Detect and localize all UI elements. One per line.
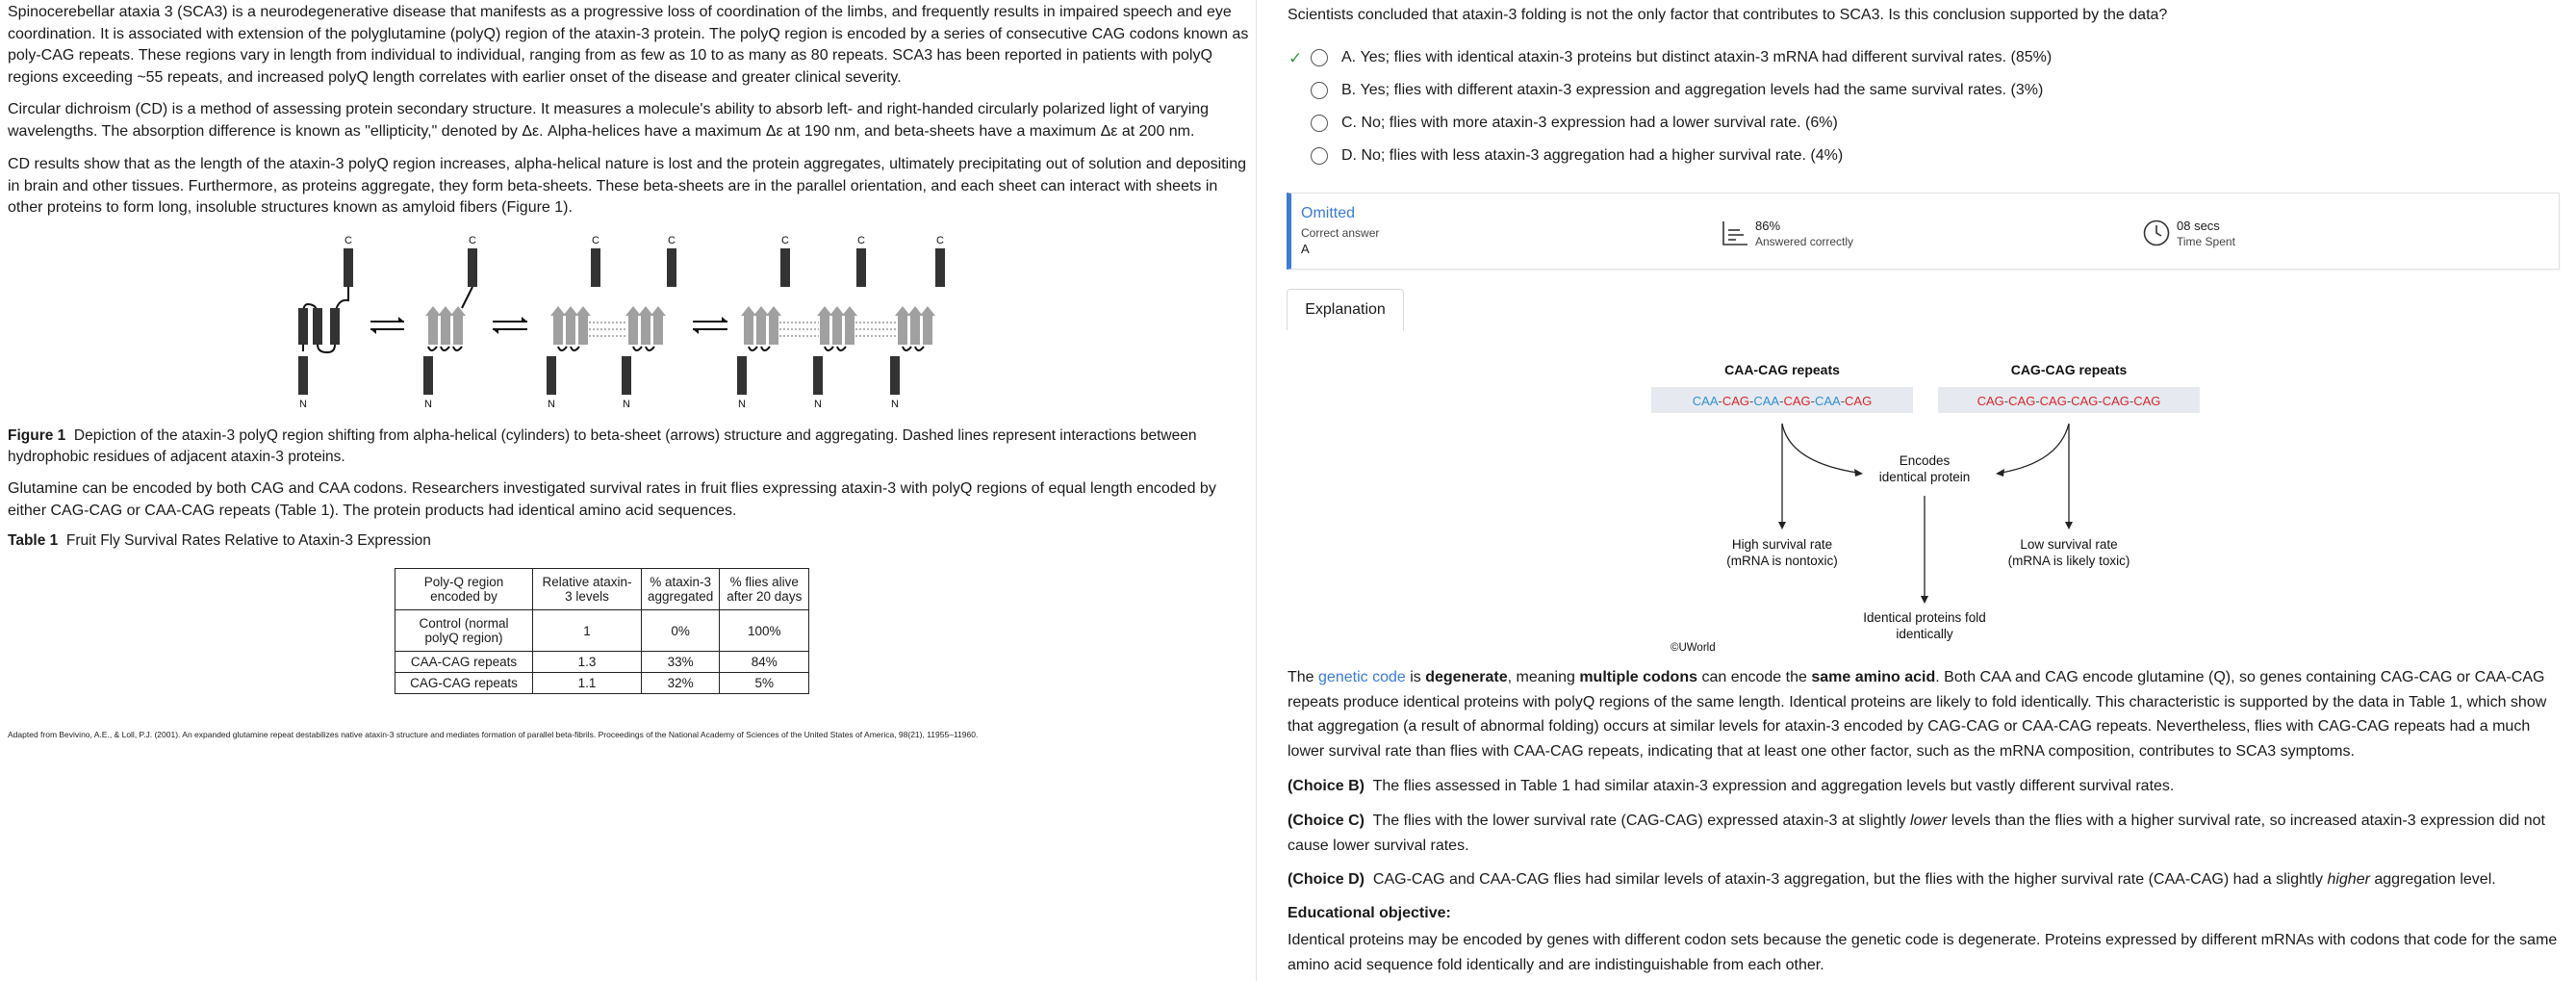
codon: CAG xyxy=(1722,394,1750,408)
educational-objective-text: Identical proteins may be encoded by genes with different codon sets because the genetic code is degenerate. Proteins expressed by different mRNAs with codons that code for the same amino acid sequence fold identically and are indistinguishable from each other. xyxy=(1288,932,2558,973)
correct-answer-value: A xyxy=(1301,242,1310,256)
choice-d-explanation: (Choice D) CAG-CAG and CAA-CAG flies had similar levels of ataxin-3 aggregation, but the flies with the higher survival rate (CAA-CAG) had a slightly higher aggregation level. xyxy=(1288,871,2496,888)
time-spent-label: Time Spent xyxy=(2177,235,2235,248)
nontoxic-label: (mRNA is nontoxic) xyxy=(1726,554,1838,568)
time-spent-value: 08 secs xyxy=(2177,219,2220,233)
fold-label-2: identically xyxy=(1896,627,1953,641)
choice-text: Yes; flies with identical ataxin-3 proteins but distinct ataxin-3 mRNA had different survival rates. xyxy=(1360,49,2007,65)
bar-chart-icon xyxy=(1721,219,1749,247)
table-label: Table 1 xyxy=(8,532,59,549)
passage-pane[interactable] xyxy=(0,0,1257,981)
c-terminus-label: C xyxy=(592,235,599,246)
codon: CAA xyxy=(1692,394,1719,408)
table-cell: 5% xyxy=(720,673,809,694)
c-terminus-label: C xyxy=(936,235,944,246)
table-row xyxy=(395,652,809,673)
table-row xyxy=(395,673,809,694)
codon: CAG xyxy=(2008,394,2036,408)
codon: CAG xyxy=(2133,394,2161,408)
n-terminus-label: N xyxy=(891,399,899,410)
radio-button[interactable] xyxy=(1311,115,1328,132)
c-terminus-label: C xyxy=(857,235,865,246)
radio-button[interactable] xyxy=(1311,147,1328,165)
c-terminus-label: C xyxy=(781,235,789,246)
citation: Adapted from Bevivino, A.E., & Loll, P.J. (2001). An expanded glutamine repeat destabilizes native ataxin-3 structure and mediates formation of parallel beta-fibrils. Proceedings of the National Academy of Sciences of the United States of America, 98(21), 11955–11960. xyxy=(8,730,979,739)
figure-1-caption xyxy=(8,426,1211,468)
codon: CAG xyxy=(1977,394,2004,408)
codon: CAG xyxy=(2071,394,2099,408)
table-header: Relative ataxin-3 levels xyxy=(533,569,642,610)
codon-diagram xyxy=(1636,356,2242,664)
n-terminus-label: N xyxy=(814,399,822,410)
choice-b-explanation: (Choice B) The flies assessed in Table 1 had similar ataxin-3 expression and aggregation levels but vastly different survival rates. xyxy=(1288,778,2175,794)
n-terminus-label: N xyxy=(424,399,432,410)
encodes-label-2: identical protein xyxy=(1878,470,1971,484)
choice-letter: B. xyxy=(1341,82,1357,98)
table-header: Poly-Q region encoded by xyxy=(395,569,533,610)
table-cell: 33% xyxy=(642,652,720,673)
table-cell: 0% xyxy=(642,610,720,652)
n-terminus-label: N xyxy=(623,399,630,410)
codon: CAG xyxy=(1783,394,1811,408)
percent-correct-value: 86% xyxy=(1755,219,1781,233)
table-cell: CAG-CAG repeats xyxy=(395,673,533,694)
correct-check-icon: ✓ xyxy=(1288,49,1303,67)
c-terminus-label: C xyxy=(344,235,352,246)
genetic-code-link[interactable]: genetic code xyxy=(1318,669,1406,685)
choice-letter: A. xyxy=(1341,49,1357,65)
answer-choice-c[interactable] xyxy=(1311,115,1838,132)
table-cell: 100% xyxy=(720,610,809,652)
table-cell: CAA-CAG repeats xyxy=(395,652,533,673)
passage-paragraph-4: Glutamine can be encoded by both CAG and CAA codons. Researchers investigated survival rates in fruit flies expressing ataxin-3 with polyQ regions of equal length encoded by either CAG-CAG or CAA-CAG repeats (Table 1). The protein products had identical amino acid sequences. xyxy=(8,480,1216,519)
n-terminus-label: N xyxy=(548,399,555,410)
educational-objective-title: Educational objective: xyxy=(1288,905,1451,921)
answer-stats-panel xyxy=(1287,193,2560,270)
clock-icon xyxy=(2142,219,2171,247)
table-header: % flies alive after 20 days xyxy=(720,569,809,610)
table-cell: Control (normal polyQ region) xyxy=(395,610,533,652)
choice-text: No; flies with more ataxin-3 expression had a lower survival rate. xyxy=(1361,115,1801,131)
c-terminus-label: C xyxy=(469,235,476,246)
table-cell: 32% xyxy=(642,673,720,694)
copyright: ©UWorld xyxy=(1671,642,1716,654)
encodes-label-1: Encodes xyxy=(1899,453,1951,468)
answer-status: Omitted xyxy=(1301,205,1356,221)
table-cell: 1.3 xyxy=(533,652,642,673)
fold-label-1: Identical proteins fold xyxy=(1863,610,1986,625)
table-cell: 1 xyxy=(533,610,642,652)
choice-percent: (4%) xyxy=(1810,147,1844,164)
cag-cag-sequence: CAG-CAG-CAG-CAG-CAG-CAG xyxy=(1977,394,2161,408)
choice-c-explanation: (Choice C) The flies with the lower survival rate (CAG-CAG) expressed ataxin-3 at slightly lower levels than the flies with a higher survival rate, so increased ataxin-3 expression did not cause lower survival rates. xyxy=(1288,813,2545,854)
answer-choice-d[interactable] xyxy=(1311,147,1843,165)
choice-percent: (6%) xyxy=(1805,115,1838,131)
choice-letter: D. xyxy=(1341,147,1357,164)
choice-percent: (3%) xyxy=(2010,82,2044,98)
codon: CAG xyxy=(2039,394,2067,408)
choice-percent: (85%) xyxy=(2010,49,2053,65)
passage-paragraph-3: CD results show that as the length of the ataxin-3 polyQ region increases, alpha-helical nature is lost and the protein aggregates, ultimately precipitating out of solution and depositing in brain and other tissues. Furthermore, as proteins aggregate, they form beta-sheets. These beta-sheets are in the parallel orientation, and each sheet can interact with sheets in other proteins to form long, insoluble structures known as amyloid fibers (Figure 1). xyxy=(8,156,1246,216)
n-terminus-label: N xyxy=(738,399,746,410)
figure-label: Figure 1 xyxy=(8,427,66,444)
correct-answer-label: Correct answer xyxy=(1301,226,1380,240)
low-survival-label: Low survival rate xyxy=(2020,537,2118,552)
answer-choice-a[interactable] xyxy=(1311,49,2052,66)
figure-1-diagram xyxy=(279,231,972,414)
table-cell: 1.1 xyxy=(533,673,642,694)
codon: CAG xyxy=(2102,394,2130,408)
radio-button[interactable] xyxy=(1311,49,1328,66)
caa-cag-sequence: CAA-CAG-CAA-CAG-CAA-CAG xyxy=(1692,394,1873,408)
n-terminus-label: N xyxy=(299,399,307,410)
table-1 xyxy=(395,568,809,694)
high-survival-label: High survival rate xyxy=(1731,537,1833,552)
choice-text: Yes; flies with different ataxin-3 expression and aggregation levels had the same survival rates. xyxy=(1360,82,2007,98)
table-header: % ataxin-3 aggregated xyxy=(642,569,720,610)
percent-correct-label: Answered correctly xyxy=(1755,235,1854,248)
passage-paragraph-2: Circular dichroism (CD) is a method of assessing protein secondary structure. It measures a molecule's ability to absorb left- and right-handed circularly polarized light of varying wavelengths. The absorption difference is known as "ellipticity," denoted by Δε. Alpha-helices have a maximum Δε at 190 nm, and beta-sheets have a maximum Δε at 200 nm. xyxy=(8,101,1210,140)
figure-caption-text: Depiction of the ataxin-3 polyQ region shifting from alpha-helical (cylinders) to beta-sheet (arrows) structure and aggregating. Dashed lines represent interactions between hydrophobic residues of adjacent ataxin-3 proteins. xyxy=(8,427,1197,465)
table-header-row xyxy=(395,569,809,610)
cag-cag-title: CAG-CAG repeats xyxy=(2010,362,2128,377)
tab-explanation[interactable]: Explanation xyxy=(1287,289,1404,330)
passage-paragraph-1: Spinocerebellar ataxia 3 (SCA3) is a neurodegenerative disease that manifests as a progressive loss of coordination of the limbs, and frequently results in impaired speech and eye coordination. It is associated with extension of the polyglutamine (polyQ) region of the ataxin-3 protein. The polyQ region is encoded by a series of consecutive CAG codons known as poly-CAG repeats. These regions vary in length from individual to individual, ranging from as few as 10 to as many as 80 repeats. SCA3 has been reported in patients with polyQ regions exceeding ~55 repeats, and increased polyQ length correlates with earlier onset of the disease and greater clinical severity. xyxy=(8,4,1249,86)
toxic-label: (mRNA is likely toxic) xyxy=(2007,554,2130,568)
choice-text: No; flies with less ataxin-3 aggregation had a higher survival rate. xyxy=(1361,147,1806,164)
table-cell: 84% xyxy=(720,652,809,673)
caa-cag-title: CAA-CAG repeats xyxy=(1724,362,1840,377)
table-title: Fruit Fly Survival Rates Relative to Ataxin-3 Expression xyxy=(65,532,431,549)
question-stem: Scientists concluded that ataxin-3 folding is not the only factor that contributes to SCA3. Is this conclusion supported by the data? xyxy=(1288,7,2168,23)
choice-letter: C. xyxy=(1341,115,1357,131)
codon: CAG xyxy=(1845,394,1873,408)
c-terminus-label: C xyxy=(668,235,676,246)
codon: CAA xyxy=(1753,394,1780,408)
table-row xyxy=(395,610,809,652)
answer-choice-b[interactable] xyxy=(1311,82,2043,99)
table-1-caption xyxy=(8,530,431,552)
explanation-paragraph: The genetic code is degenerate, meaning multiple codons can encode the same amino acid. Both CAA and CAG encode glutamine (Q), so genes containing CAG-CAG or CAA-CAG repeats produce identical proteins with polyQ regions of the same length. Identical proteins are likely to fold identically. This characteristic is supported by the data in Table 1, which show that aggregation (a result of abnormal folding) occurs at similar levels for ataxin-3 encoded by CAG-CAG or CAA-CAG repeats. Nevertheless, flies with CAG-CAG repeats had a much lower survival rate than flies with CAA-CAG repeats, indicating that at least one other factor, such as the mRNA composition, contributes to SCA3 symptoms. xyxy=(1288,669,2547,760)
codon: CAA xyxy=(1814,394,1841,408)
radio-button[interactable] xyxy=(1311,82,1328,99)
